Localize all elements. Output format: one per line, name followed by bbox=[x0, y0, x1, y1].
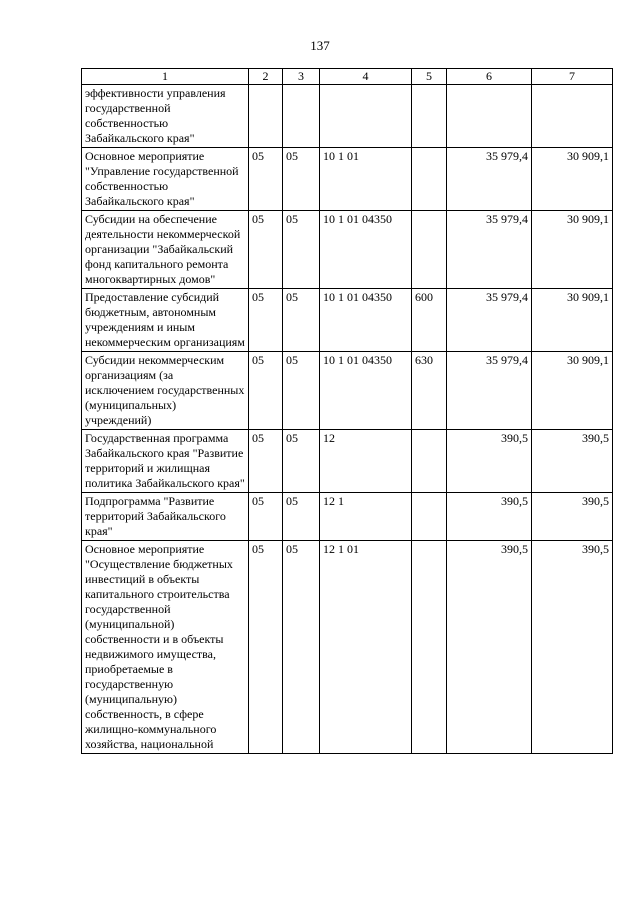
table-row bbox=[82, 148, 613, 211]
section-code-cell: 05 bbox=[249, 148, 283, 211]
item-name-cell: эффективности управления государственной собственностью Забайкальского края" bbox=[82, 85, 249, 148]
expense-type-cell: 600 bbox=[412, 289, 447, 352]
item-name-cell: Субсидии некоммерческим организациям (за исключением государственных (муниципальных) учреждений) bbox=[82, 352, 249, 430]
column-header: 5 bbox=[412, 69, 447, 85]
expense-type-cell bbox=[412, 211, 447, 289]
subsection-code-cell: 05 bbox=[283, 493, 320, 541]
amount-cell-7: 30 909,1 bbox=[532, 289, 613, 352]
amount-cell-6 bbox=[447, 85, 532, 148]
amount-cell-6: 390,5 bbox=[447, 493, 532, 541]
column-header: 6 bbox=[447, 69, 532, 85]
amount-cell-7: 30 909,1 bbox=[532, 211, 613, 289]
expense-type-cell bbox=[412, 85, 447, 148]
amount-cell-6: 390,5 bbox=[447, 430, 532, 493]
amount-cell-7: 390,5 bbox=[532, 493, 613, 541]
section-code-cell: 05 bbox=[249, 352, 283, 430]
amount-cell-6: 390,5 bbox=[447, 541, 532, 754]
amount-cell-6: 35 979,4 bbox=[447, 211, 532, 289]
budget-table bbox=[81, 68, 613, 754]
target-article-cell: 12 bbox=[320, 430, 412, 493]
amount-cell-7: 390,5 bbox=[532, 541, 613, 754]
item-name-cell: Подпрограмма "Развитие территорий Забайкальского края" bbox=[82, 493, 249, 541]
table-row bbox=[82, 352, 613, 430]
table-row bbox=[82, 541, 613, 754]
target-article-cell: 10 1 01 bbox=[320, 148, 412, 211]
section-code-cell: 05 bbox=[249, 493, 283, 541]
section-code-cell bbox=[249, 85, 283, 148]
amount-cell-7 bbox=[532, 85, 613, 148]
table-row bbox=[82, 430, 613, 493]
expense-type-cell bbox=[412, 430, 447, 493]
amount-cell-6: 35 979,4 bbox=[447, 352, 532, 430]
subsection-code-cell: 05 bbox=[283, 148, 320, 211]
target-article-cell: 10 1 01 04350 bbox=[320, 211, 412, 289]
item-name-cell: Основное мероприятие "Управление государственной собственностью Забайкальского края" bbox=[82, 148, 249, 211]
column-header: 7 bbox=[532, 69, 613, 85]
column-header: 1 bbox=[82, 69, 249, 85]
target-article-cell: 10 1 01 04350 bbox=[320, 289, 412, 352]
amount-cell-7: 30 909,1 bbox=[532, 352, 613, 430]
subsection-code-cell bbox=[283, 85, 320, 148]
subsection-code-cell: 05 bbox=[283, 211, 320, 289]
amount-cell-7: 30 909,1 bbox=[532, 148, 613, 211]
target-article-cell: 10 1 01 04350 bbox=[320, 352, 412, 430]
item-name-cell: Основное мероприятие "Осуществление бюджетных инвестиций в объекты капитального строительства государственной (муниципальной) собственности и в объекты недвижимого имущества, приобретаемые в государственную (муниципальную) собственность, в сфере жилищно-коммунального хозяйства, национальной bbox=[82, 541, 249, 754]
item-name-cell: Предоставление субсидий бюджетным, автономным учреждениям и иным некоммерческим организациям bbox=[82, 289, 249, 352]
item-name-cell: Субсидии на обеспечение деятельности некоммерческой организации "Забайкальский фонд капитального ремонта многоквартирных домов" bbox=[82, 211, 249, 289]
table-row bbox=[82, 493, 613, 541]
table-row bbox=[82, 211, 613, 289]
table-body bbox=[82, 85, 613, 754]
column-header: 2 bbox=[249, 69, 283, 85]
expense-type-cell bbox=[412, 493, 447, 541]
section-code-cell: 05 bbox=[249, 289, 283, 352]
amount-cell-7: 390,5 bbox=[532, 430, 613, 493]
subsection-code-cell: 05 bbox=[283, 352, 320, 430]
table-row bbox=[82, 85, 613, 148]
table-row bbox=[82, 289, 613, 352]
item-name-cell: Государственная программа Забайкальского края "Развитие территорий и жилищная политика Забайкальского края" bbox=[82, 430, 249, 493]
target-article-cell: 12 1 01 bbox=[320, 541, 412, 754]
target-article-cell bbox=[320, 85, 412, 148]
expense-type-cell bbox=[412, 148, 447, 211]
page-number: 137 bbox=[310, 38, 330, 53]
column-header: 3 bbox=[283, 69, 320, 85]
subsection-code-cell: 05 bbox=[283, 541, 320, 754]
subsection-code-cell: 05 bbox=[283, 289, 320, 352]
section-code-cell: 05 bbox=[249, 541, 283, 754]
expense-type-cell bbox=[412, 541, 447, 754]
target-article-cell: 12 1 bbox=[320, 493, 412, 541]
subsection-code-cell: 05 bbox=[283, 430, 320, 493]
amount-cell-6: 35 979,4 bbox=[447, 148, 532, 211]
expense-type-cell: 630 bbox=[412, 352, 447, 430]
section-code-cell: 05 bbox=[249, 211, 283, 289]
section-code-cell: 05 bbox=[249, 430, 283, 493]
amount-cell-6: 35 979,4 bbox=[447, 289, 532, 352]
header-row bbox=[82, 69, 613, 85]
column-header: 4 bbox=[320, 69, 412, 85]
